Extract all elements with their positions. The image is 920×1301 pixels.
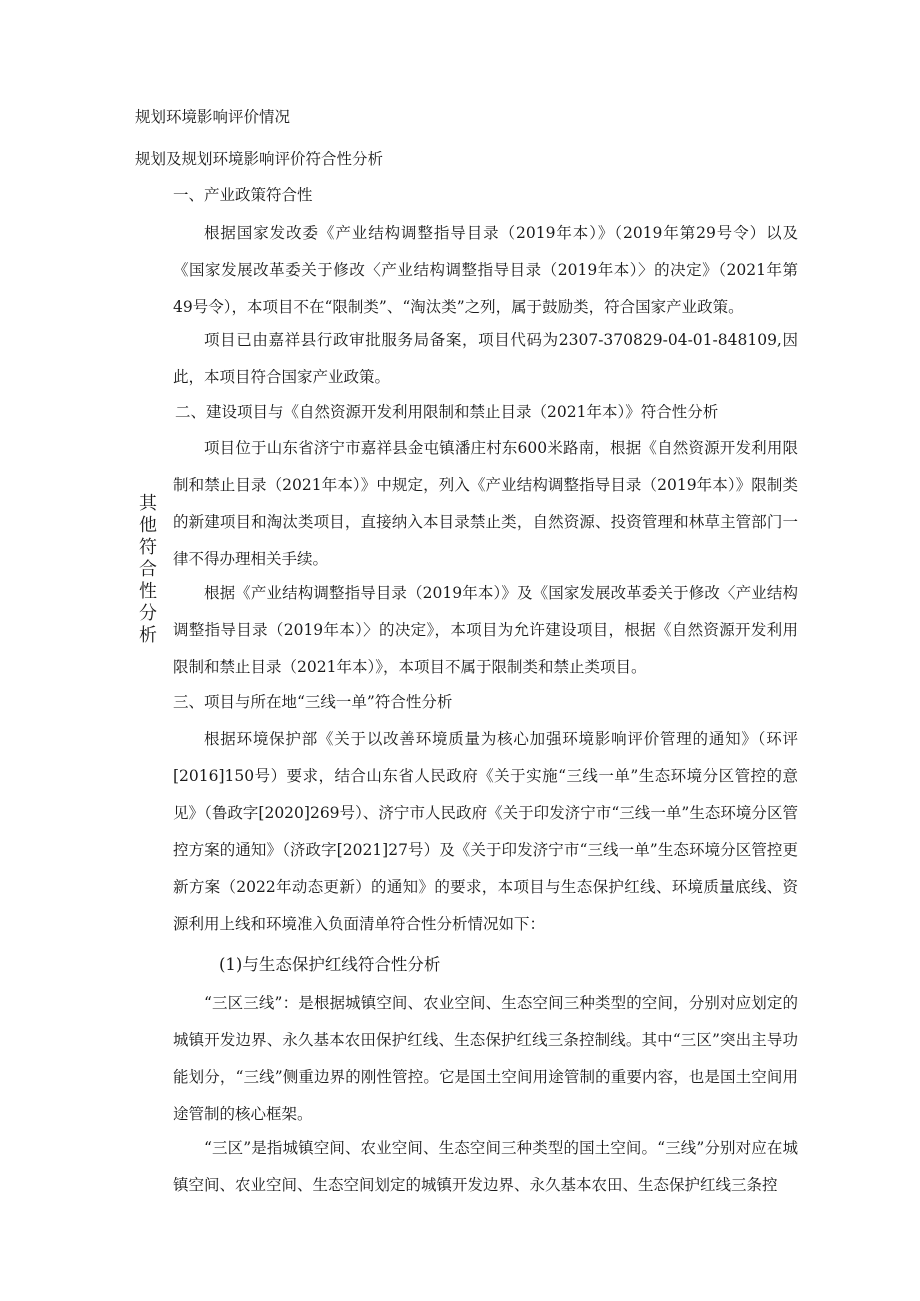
paragraph-project-registration: 项目已由嘉祥县行政审批服务局备案，项目代码为2307-370829-04-01-848109,因此，本项目符合国家产业政策。: [173, 331, 798, 386]
subheading-ecological-redline: (1)与生态保护红线符合性分析: [219, 955, 441, 974]
paragraph-industrial-policy: 根据国家发改委《产业结构调整指导目录（2019年本）》（2019年第29号令）以及《国家发展改革委关于修改〈产业结构调整指导目录（2019年本）〉的决定》（2021年第49号令），本项目不在“限制类”、“淘汰类”之列，属于鼓励类，符合国家产业政策。: [173, 224, 798, 316]
paragraph-three-lines-one-list: 根据环境保护部《关于以改善环境质量为核心加强环境影响评价管理的通知》（环评[2016]150号）要求，结合山东省人民政府《关于实施“三线一单”生态环境分区管控的意见》（鲁政字[2020]269号）、济宁市人民政府《关于印发济宁市“三线一单”生态环境分区管控方案的通知》（济政字[2021]27号）及《关于印发济宁市“三线一单”生态环境分区管控更新方案（2022年动态更新）的通知》的要求，本项目与生态保护红线、环境质量底线、资源利用上线和环境准入负面清单符合性分析情况如下：: [173, 730, 798, 933]
section-title-planning-eia: 规划环境影响评价情况: [135, 108, 291, 126]
paragraph-three-zones-three-lines: “三区三线”：是根据城镇空间、农业空间、生态空间三种类型的空间，分别对应划定的城镇开发边界、永久基本农田保护红线、生态保护红线三条控制线。其中“三区”突出主导功能划分，“三线”侧重边界的刚性管控。它是国土空间用途管制的重要内容，也是国土空间用途管制的核心框架。: [173, 994, 798, 1123]
heading-natural-resources: 二、建设项目与《自然资源开发利用限制和禁止目录（2021年本）》符合性分析: [175, 403, 719, 421]
heading-industrial-policy: 一、产业政策符合性: [173, 186, 313, 204]
paragraph-natural-resources-1: 项目位于山东省济宁市嘉祥县金屯镇潘庄村东600米路南，根据《自然资源开发利用限制和禁止目录（2021年本）》中规定，列入《产业结构调整指导目录（2019年本）》限制类的新建项目和淘汰类项目，直接纳入本目录禁止类，自然资源、投资管理和林草主管部门一律不得办理相关手续。: [173, 439, 798, 568]
heading-three-lines-one-list: 三、项目与所在地“三线一单”符合性分析: [173, 693, 453, 711]
paragraph-three-zones-definition: “三区”是指城镇空间、农业空间、生态空间三种类型的国土空间。“三线”分别对应在城镇空间、农业空间、生态空间划定的城镇开发边界、永久基本农田、生态保护红线三条控: [173, 1139, 798, 1194]
section-title-planning-compliance: 规划及规划环境影响评价符合性分析: [135, 150, 384, 168]
paragraph-natural-resources-2: 根据《产业结构调整指导目录（2019年本）》及《国家发展改革委关于修改〈产业结构调整指导目录（2019年本）〉的决定》，本项目为允许建设项目，根据《自然资源开发利用限制和禁止目录（2021年本）》，本项目不属于限制类和禁止类项目。: [173, 584, 798, 676]
side-label-other-compliance: 其 他 符 合 性 分 析: [139, 493, 157, 646]
